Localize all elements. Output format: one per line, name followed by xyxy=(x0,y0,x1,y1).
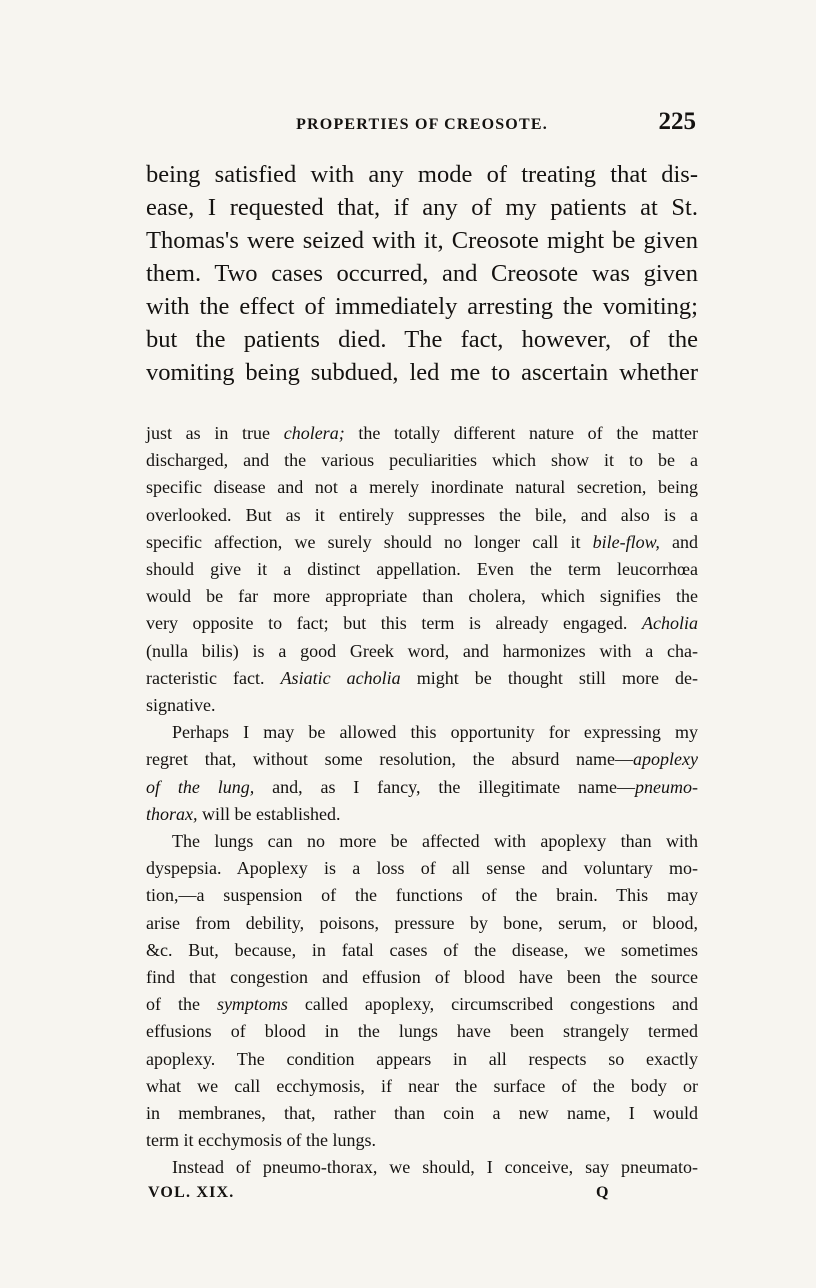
main-text-line: with the effect of immediately arresting the vomiting; xyxy=(146,293,698,320)
footnote-line: arise from debility, poisons, pressure by bone, serum, or blood, xyxy=(146,912,698,933)
footnote-line xyxy=(146,746,698,773)
text-run: regret that, without some resolution, the absurd name— xyxy=(146,749,634,770)
italic-term: apoplexy xyxy=(633,749,698,770)
main-text-line: being satisfied with any mode of treating that dis- xyxy=(146,161,698,188)
footnote-line: apoplexy. The condition appears in all respects so exactly xyxy=(146,1048,698,1069)
footnote-line: tion,—a suspension of the functions of the brain. This may xyxy=(146,885,698,906)
footnote-line: signative. xyxy=(146,695,216,716)
page-number: 225 xyxy=(658,108,696,135)
italic-term: symptoms xyxy=(216,994,288,1015)
footnote-line: in membranes, that, rather than coin a new name, I would xyxy=(146,1103,698,1124)
text-run: the totally different nature of the matter xyxy=(344,423,698,443)
footnote-line: specific disease and not a merely inordinate natural secretion, being xyxy=(146,477,698,498)
footnote-line: Instead of pneumo-thorax, we should, I conceive, say pneumato- xyxy=(172,1157,698,1178)
footnote-line xyxy=(146,801,698,828)
main-text-line: them. Two cases occurred, and Creosote was given xyxy=(146,260,698,287)
footnote-line: Perhaps I may be allowed this opportunity for expressing my xyxy=(172,722,698,743)
footnote-line xyxy=(146,991,698,1018)
footnote-line: term it ecchymosis of the lungs. xyxy=(146,1130,376,1151)
text-run: just as in true xyxy=(146,423,284,443)
text-run: of the xyxy=(146,994,217,1015)
italic-term: pneumo- xyxy=(635,776,698,797)
text-run: racteristic fact. xyxy=(146,667,281,688)
main-text-block xyxy=(146,158,698,389)
text-run: and, as I fancy, the illegitimate name— xyxy=(254,776,636,797)
italic-term: of the lung, xyxy=(146,776,255,797)
text-run: very opposite to fact; but this term is already engaged. xyxy=(146,613,642,634)
footnote-line: dyspepsia. Apoplexy is a loss of all sense and voluntary mo- xyxy=(146,858,698,879)
italic-term: thorax, xyxy=(146,803,198,824)
footnote-line: effusions of blood in the lungs have been strangely termed xyxy=(146,1021,698,1042)
footnote-line: find that congestion and effusion of blood have been the source xyxy=(146,967,698,988)
main-text-line: vomiting being subdued, led me to ascertain whether xyxy=(146,359,698,386)
footnote-line: overlooked. But as it entirely suppresses the bile, and also is a xyxy=(146,504,698,525)
italic-term: cholera; xyxy=(283,423,345,443)
italic-term: bile-flow, xyxy=(592,531,660,552)
italic-term: Asiatic acholia xyxy=(280,667,401,688)
footnote-line: (nulla bilis) is a good Greek word, and harmonizes with a cha- xyxy=(146,640,698,661)
main-text-line: ease, I requested that, if any of my patients at St. xyxy=(146,194,698,221)
footnote-line xyxy=(146,665,698,692)
footnote-line: what we call ecchymosis, if near the surface of the body or xyxy=(146,1075,698,1096)
footnote-block xyxy=(146,420,698,1182)
text-run: called apoplexy, circumscribed congestions and xyxy=(287,994,699,1015)
footnote-line: discharged, and the various peculiarities which show it to be a xyxy=(146,450,698,471)
italic-term: Acholia xyxy=(642,613,698,634)
text-run: might be thought still more de- xyxy=(400,667,698,688)
footnote-line xyxy=(146,774,698,801)
running-title: PROPERTIES OF CREOSOTE. xyxy=(296,116,548,133)
text-run: specific affection, we surely should no longer call it xyxy=(146,531,593,552)
volume-label: VOL. XIX. xyxy=(148,1184,235,1201)
page-header xyxy=(148,108,696,144)
main-text-line: Thomas's were seized with it, Creosote might be given xyxy=(146,227,698,254)
main-text-line: but the patients died. The fact, however, of the xyxy=(146,326,698,353)
footnote-line: &c. But, because, in fatal cases of the disease, we sometimes xyxy=(146,939,698,960)
text-run: and xyxy=(659,531,698,552)
signature-mark: Q xyxy=(596,1184,610,1201)
footnote-line xyxy=(146,420,698,447)
footnote-line: should give it a distinct appellation. Even the term leucorrhœa xyxy=(146,559,698,580)
footnote-line xyxy=(146,610,698,637)
footnote-line: The lungs can no more be affected with apoplexy than with xyxy=(172,831,698,852)
page-footer xyxy=(148,1184,696,1208)
footnote-line: would be far more appropriate than cholera, which signifies the xyxy=(146,586,698,607)
footnote-line xyxy=(146,529,698,556)
text-run: will be established. xyxy=(197,803,341,824)
